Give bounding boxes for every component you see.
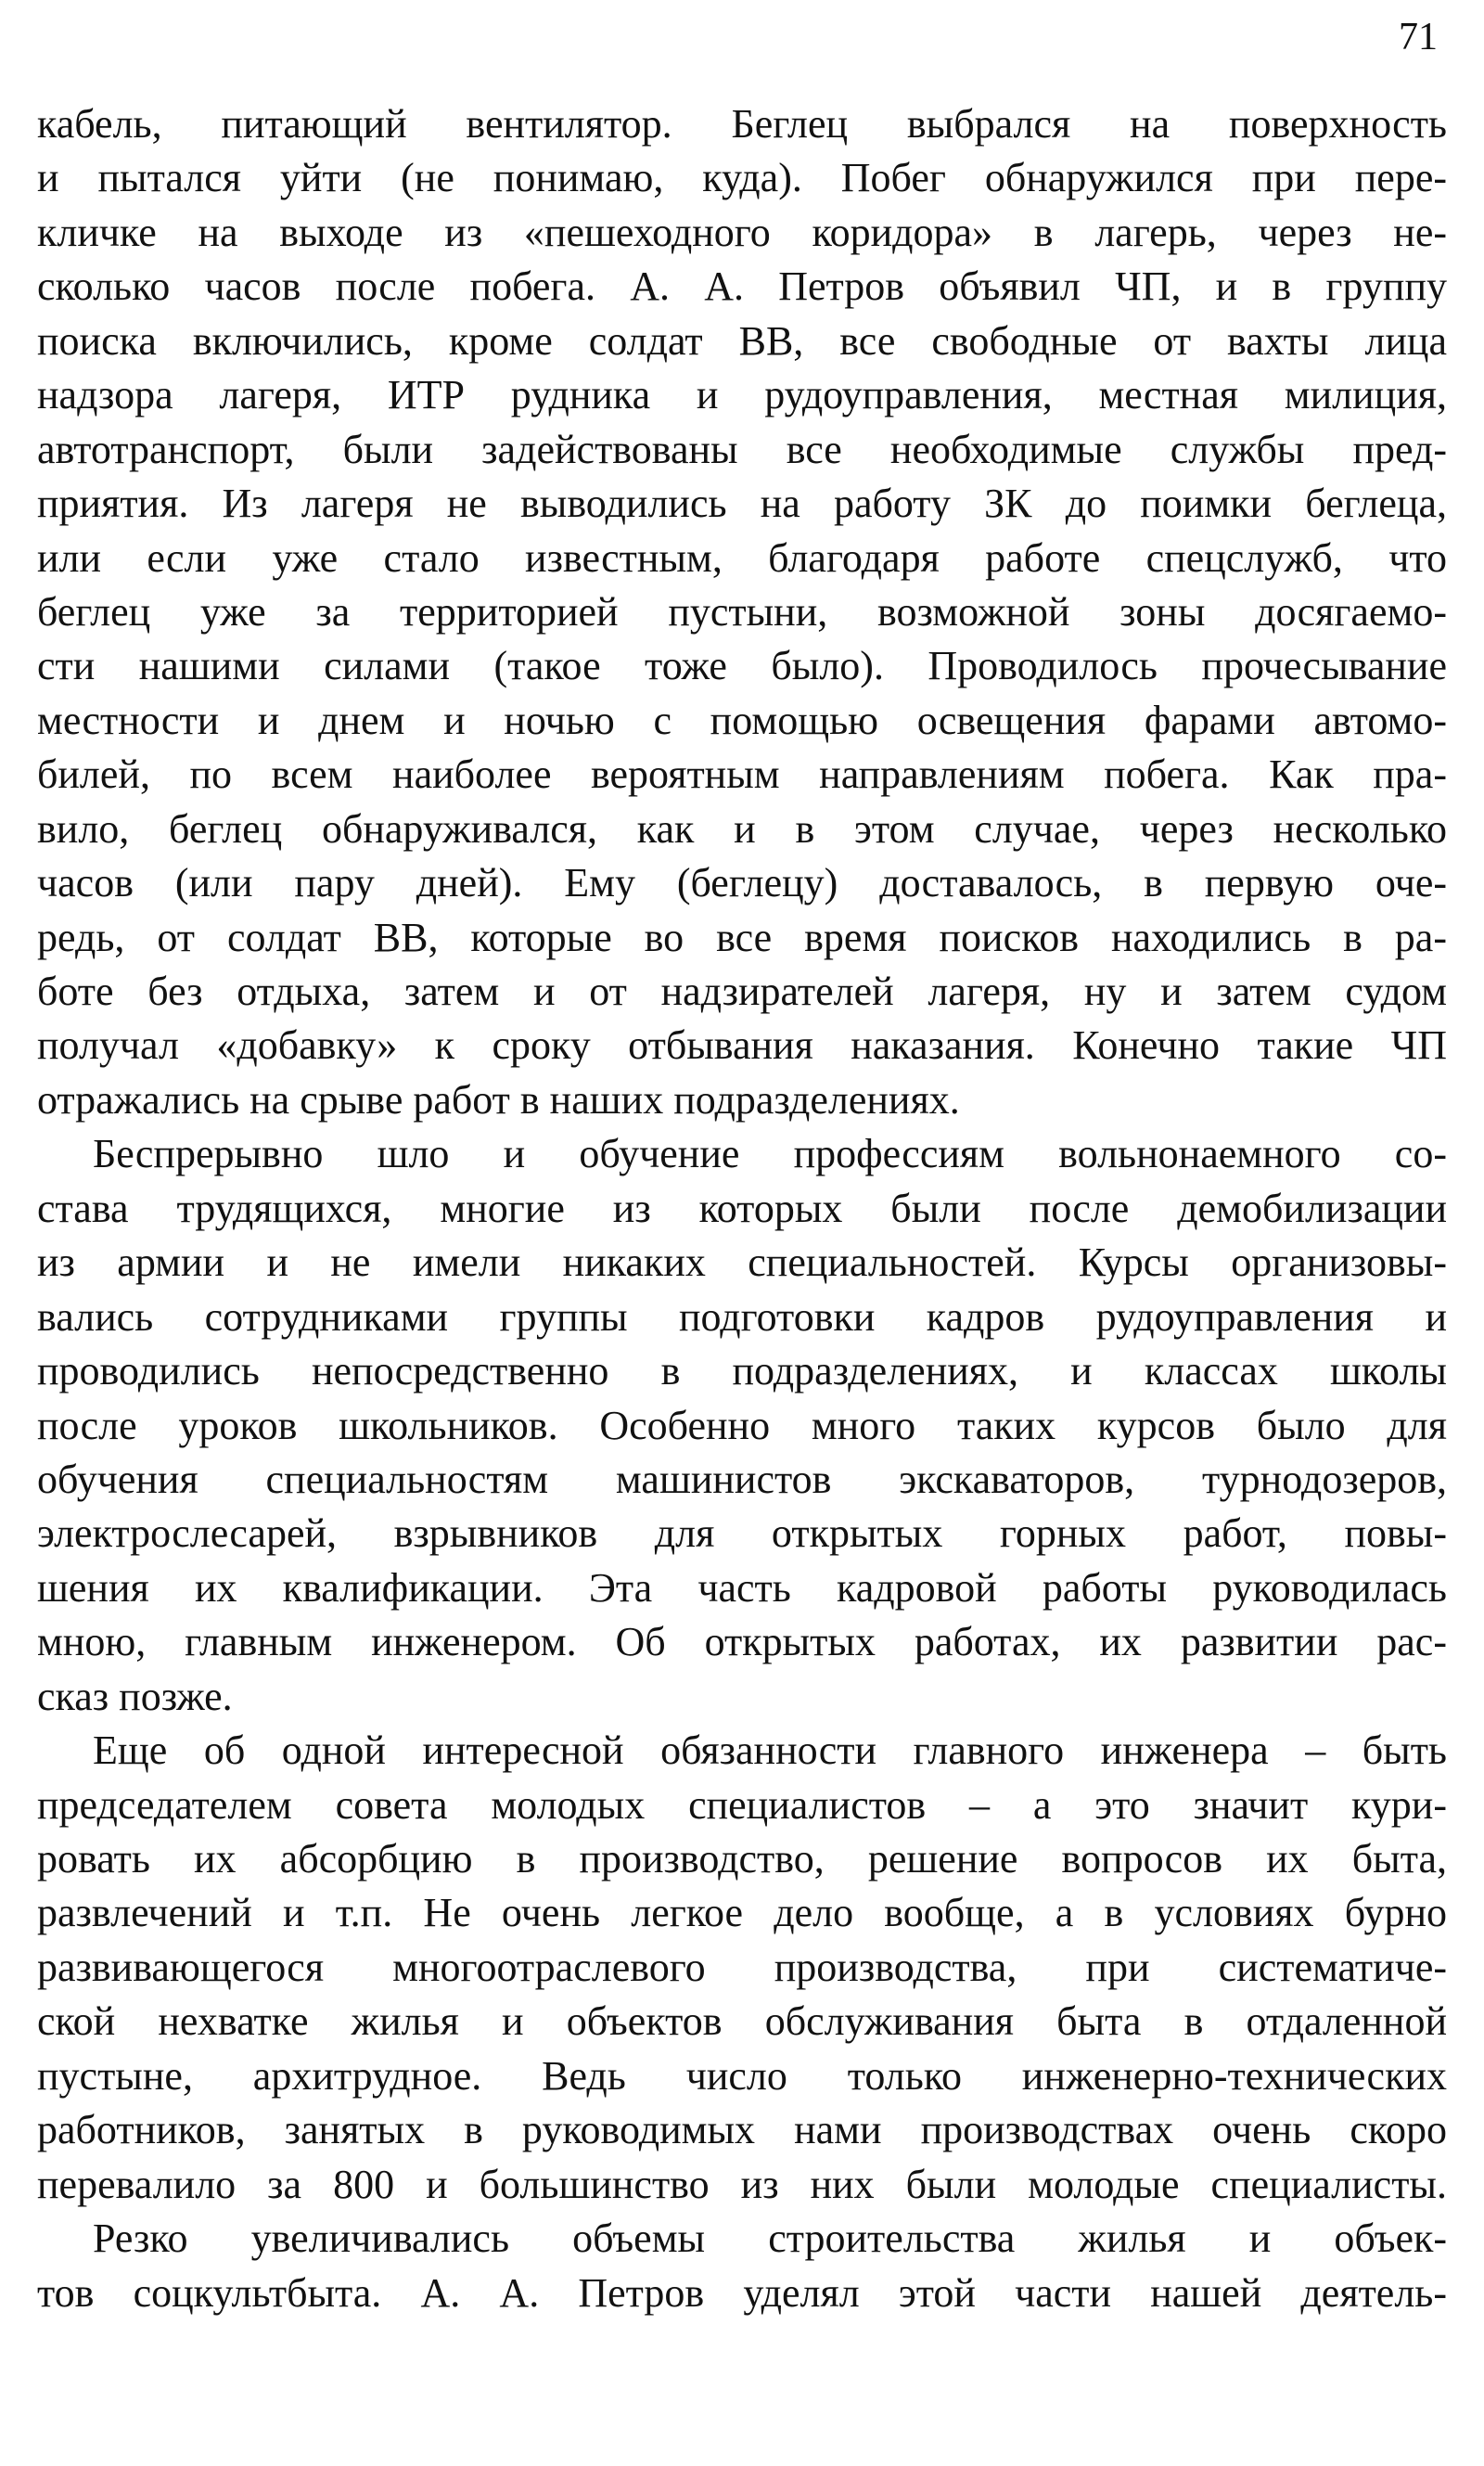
text-line: или если уже стало известным, благодаря работе спецслужб, что	[37, 534, 1447, 581]
text-line: поиска включились, кроме солдат ВВ, все свободные от вахты лица	[37, 317, 1447, 364]
text-line: получал «добавку» к сроку отбывания наказания. Конечно такие ЧП	[37, 1022, 1447, 1069]
text-line: местности и днем и ночью с помощью освещения фарами автомо-	[37, 697, 1447, 743]
text-line: кабель, питающий вентилятор. Беглец выбрался на поверхность	[37, 101, 1447, 147]
text-line: отражались на срыве работ в наших подразделениях.	[37, 1076, 960, 1123]
text-line: проводились непосредственно в подразделениях, и классах школы	[37, 1348, 1447, 1394]
text-line: работников, занятых в руководимых нами производствах очень скоро	[37, 2107, 1447, 2153]
text-line: редь, от солдат ВВ, которые во все время поисков находились в ра-	[37, 914, 1447, 960]
text-line: става трудящихся, многие из которых были после демобилизации	[37, 1185, 1447, 1231]
text-line: Беспрерывно шло и обучение профессиям вольнонаемного со-	[93, 1131, 1447, 1177]
text-line: ской нехватке жилья и объектов обслуживания быта в отдаленной	[37, 1998, 1447, 2045]
text-line: кличке на выходе из «пешеходного коридора» в лагерь, через не-	[37, 209, 1447, 255]
text-line: председателем совета молодых специалистов – а это значит кури-	[37, 1781, 1447, 1828]
text-line: автотранспорт, были задействованы все необходимые службы пред-	[37, 426, 1447, 472]
text-line: тов соцкультбыта. А. А. Петров уделял этой части нашей деятель-	[37, 2269, 1447, 2316]
text-line: надзора лагеря, ИТР рудника и рудоуправления, местная милиция,	[37, 372, 1447, 418]
page-number: 71	[1399, 16, 1438, 58]
text-line: ровать их абсорбцию в производство, решение вопросов их быта,	[37, 1836, 1447, 1882]
text-line: шения их квалификации. Эта часть кадровой работы руководилась	[37, 1564, 1447, 1611]
text-line: развлечений и т.п. Не очень легкое дело вообще, а в условиях бурно	[37, 1890, 1447, 1936]
text-line: пустыне, архитрудное. Ведь число только инженерно-технических	[37, 2052, 1447, 2099]
text-line: Еще об одной интересной обязанности главного инженера – быть	[93, 1727, 1447, 1774]
text-line: перевалило за 800 и большинство из них были молодые специалисты.	[37, 2161, 1447, 2207]
text-line: после уроков школьников. Особенно много таких курсов было для	[37, 1402, 1447, 1448]
text-line: из армии и не имели никаких специальностей. Курсы организовы-	[37, 1239, 1447, 1286]
text-line: вались сотрудниками группы подготовки кадров рудоуправления и	[37, 1293, 1447, 1340]
text-line: билей, по всем наиболее вероятным направлениям побега. Как пра-	[37, 751, 1447, 798]
text-line: мною, главным инженером. Об открытых работах, их развитии рас-	[37, 1619, 1447, 1665]
text-line: сти нашими силами (такое тоже было). Проводилось прочесывание	[37, 643, 1447, 689]
text-line: развивающегося многоотраслевого производства, при систематиче-	[37, 1944, 1447, 1990]
text-line: электрослесарей, взрывников для открытых горных работ, повы-	[37, 1510, 1447, 1557]
text-line: боте без отдыха, затем и от надзирателей лагеря, ну и затем судом	[37, 969, 1447, 1014]
text-line: часов (или пару дней). Ему (беглецу) доставалось, в первую оче-	[37, 860, 1447, 906]
text-line: приятия. Из лагеря не выводились на работу ЗК до поимки беглеца,	[37, 481, 1447, 527]
text-line: обучения специальностям машинистов экскаваторов, турнодозеров,	[37, 1456, 1447, 1502]
text-line: сколько часов после побега. А. А. Петров объявил ЧП, и в группу	[37, 263, 1447, 310]
text-line: Резко увеличивались объемы строительства жилья и объек-	[93, 2216, 1447, 2262]
body-text	[37, 97, 1447, 2320]
text-line: вило, беглец обнаруживался, как и в этом случае, через несколько	[37, 805, 1447, 852]
text-line: беглец уже за территорией пустыни, возможной зоны досягаемо-	[37, 588, 1447, 635]
text-line: и пытался уйти (не понимаю, куда). Побег обнаружился при пере-	[37, 155, 1447, 201]
text-line: сказ позже.	[37, 1673, 233, 1719]
